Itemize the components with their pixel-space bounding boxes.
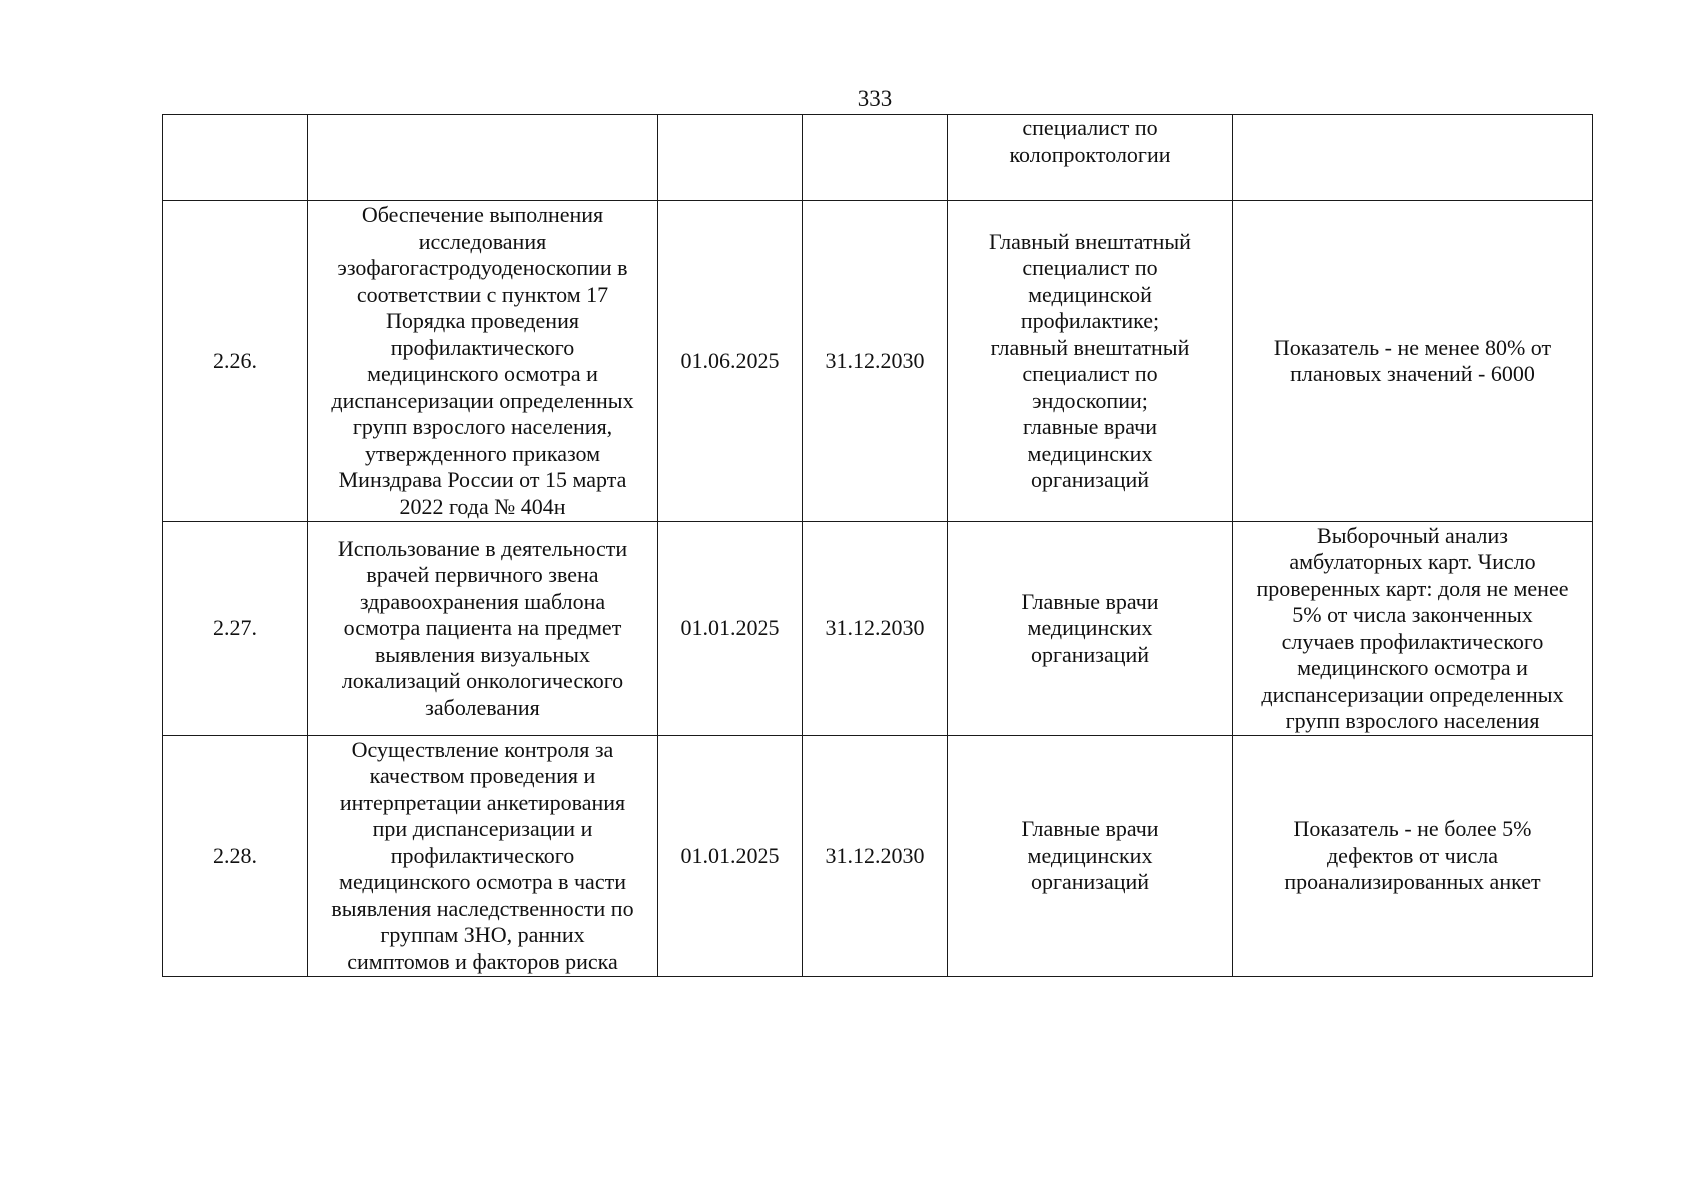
activity-cell: Обеспечение выполнения исследования эзофагогастродуоденоскопии в соответствии с пунктом 17 Порядка проведения профилактического медицинского осмотра и диспансеризации определенных групп взрослого населения, утвержденного приказом Минздрава России от 15 марта 2022 года № 404н xyxy=(308,201,658,522)
responsible-cell: Главные врачи медицинских организаций xyxy=(948,736,1233,977)
activity-cell: Использование в деятельности врачей первичного звена здравоохранения шаблона осмотра пациента на предмет выявления визуальных локализаций онкологического заболевания xyxy=(308,522,658,736)
table-row xyxy=(163,522,1593,736)
row-number-cell: 2.28. xyxy=(163,736,308,977)
start-date-cell: 01.01.2025 xyxy=(658,736,803,977)
end-date-cell: 31.12.2030 xyxy=(803,736,948,977)
end-date-cell xyxy=(803,115,948,201)
activity-cell xyxy=(308,115,658,201)
table-row xyxy=(163,201,1593,522)
responsible-cell: Главные врачи медицинских организаций xyxy=(948,522,1233,736)
end-date-cell: 31.12.2030 xyxy=(803,522,948,736)
measures-table xyxy=(162,114,1593,977)
row-number-cell xyxy=(163,115,308,201)
indicator-cell: Показатель - не менее 80% от плановых значений - 6000 xyxy=(1233,201,1593,522)
indicator-cell: Выборочный анализ амбулаторных карт. Число проверенных карт: доля не менее 5% от числа законченных случаев профилактического медицинского осмотра и диспансеризации определенных групп взрослого населения xyxy=(1233,522,1593,736)
indicator-cell xyxy=(1233,115,1593,201)
row-number-cell: 2.26. xyxy=(163,201,308,522)
responsible-cell: специалист по колопроктологии xyxy=(948,115,1233,201)
activity-cell: Осуществление контроля за качеством проведения и интерпретации анкетирования при диспансеризации и профилактического медицинского осмотра в части выявления наследственности по группам ЗНО, ранних симптомов и факторов риска xyxy=(308,736,658,977)
indicator-cell: Показатель - не более 5% дефектов от числа проанализированных анкет xyxy=(1233,736,1593,977)
table-row xyxy=(163,115,1593,201)
responsible-cell: Главный внештатный специалист по медицинской профилактике; главный внештатный специалист по эндоскопии; главные врачи медицинских организаций xyxy=(948,201,1233,522)
table-row xyxy=(163,736,1593,977)
start-date-cell xyxy=(658,115,803,201)
page-number: 333 xyxy=(857,86,893,111)
end-date-cell: 31.12.2030 xyxy=(803,201,948,522)
row-number-cell: 2.27. xyxy=(163,522,308,736)
start-date-cell: 01.01.2025 xyxy=(658,522,803,736)
start-date-cell: 01.06.2025 xyxy=(658,201,803,522)
